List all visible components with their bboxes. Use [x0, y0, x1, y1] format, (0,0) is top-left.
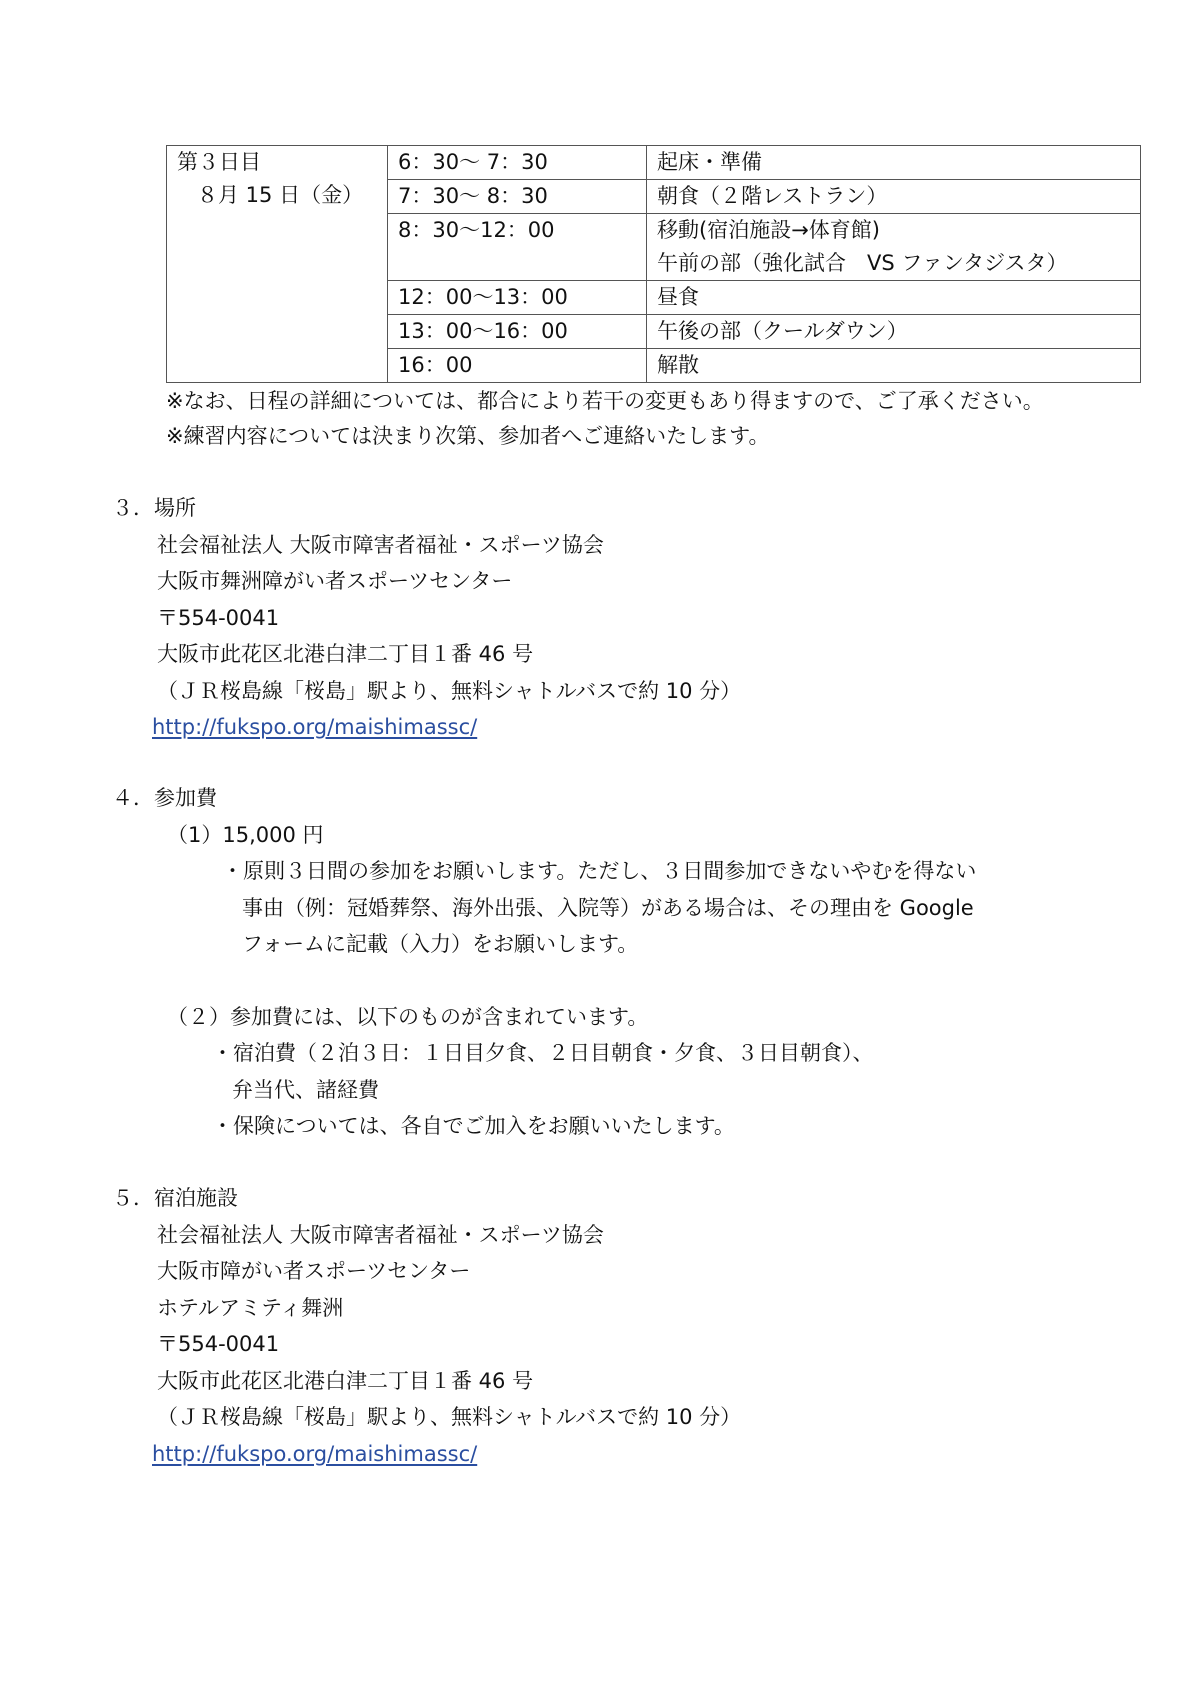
activity-cell: 昼食	[647, 281, 1141, 315]
day-label: 第３日目	[177, 150, 261, 174]
time-cell: 6：30～ 7：30	[388, 146, 647, 180]
body-line: （ＪＲ桜島線「桜島」駅より、無料シャトルバスで約 10 分）	[157, 678, 742, 703]
schedule-table	[166, 145, 1141, 383]
time-cell: 8：30～12：00	[388, 214, 647, 281]
body-line: 〒554-0041	[157, 605, 280, 630]
bullet-line: フォームに記載（入力）をお願いします。	[242, 932, 639, 956]
bullet-line: 事由（例：冠婚葬祭、海外出張、入院等）がある場合は、その理由を Google	[242, 895, 974, 920]
activity-cell	[647, 214, 1141, 281]
date-label: ８月 15 日（金）	[197, 183, 364, 207]
time-cell: 7：30～ 8：30	[388, 180, 647, 214]
bullet-line: ・原則３日間の参加をお願いします。ただし、３日間参加できないやむを得ない	[222, 859, 977, 883]
body-line: （ＪＲ桜島線「桜島」駅より、無料シャトルバスで約 10 分）	[157, 1405, 742, 1429]
schedule-notes	[166, 384, 1044, 454]
table-row	[167, 146, 1141, 180]
activity-cell: 午後の部（クールダウン）	[647, 315, 1141, 349]
body-line: 〒554-0041	[157, 1332, 280, 1356]
bullet-line: ・保険については、各自でご加入をお願いいたします。	[212, 1114, 735, 1138]
activity-cell: 起床・準備	[647, 146, 1141, 180]
activity-cell: 解散	[647, 349, 1141, 383]
body-line: 大阪市此花区北港白津二丁目１番 46 号	[157, 642, 534, 666]
activity-line: 午前の部（強化試合 VS ファンタジスタ）	[657, 251, 1068, 275]
time-cell: 12：00～13：00	[388, 281, 647, 315]
bullet-line: ・宿泊費（２泊３日：１日目夕食、２日目朝食・夕食、３日目朝食）、	[212, 1041, 874, 1065]
sub-heading: （２）参加費には、以下のものが含まれています。	[167, 1004, 649, 1029]
day-cell	[167, 146, 388, 383]
note-line: ※練習内容については決まり次第、参加者へご連絡いたします。	[166, 424, 770, 448]
section-heading: ３．場所	[112, 496, 196, 520]
body-line: 社会福祉法人 大阪市障害者福祉・スポーツ協会	[157, 532, 604, 557]
body-line: ホテルアミティ舞洲	[157, 1295, 344, 1320]
body-line: 大阪市舞洲障がい者スポーツセンター	[157, 569, 513, 593]
section-accommodation	[112, 1180, 1152, 1472]
body-line: 大阪市障がい者スポーツセンター	[157, 1259, 471, 1283]
time-cell: 16：00	[388, 349, 647, 383]
body-line: 大阪市此花区北港白津二丁目１番 46 号	[157, 1368, 534, 1393]
activity-line: 移動(宿泊施設→体育館)	[657, 218, 880, 242]
section-heading: ５．宿泊施設	[112, 1186, 238, 1210]
time-cell: 13：00～16：00	[388, 315, 647, 349]
body-line: 社会福祉法人 大阪市障害者福祉・スポーツ協会	[157, 1222, 604, 1247]
section-heading: ４．参加費	[112, 786, 217, 810]
note-line: ※なお、日程の詳細については、都合により若干の変更もあり得ますので、ご了承ください。	[166, 389, 1044, 413]
section-fee	[112, 780, 1152, 1145]
website-link[interactable]: http://fukspo.org/maishimassc/	[152, 1441, 478, 1466]
activity-cell: 朝食（２階レストラン）	[647, 180, 1141, 214]
website-link[interactable]: http://fukspo.org/maishimassc/	[152, 715, 478, 739]
sub-heading: （1）15,000 円	[167, 822, 324, 847]
bullet-line: 弁当代、諸経費	[232, 1077, 379, 1102]
section-location	[112, 490, 1152, 746]
